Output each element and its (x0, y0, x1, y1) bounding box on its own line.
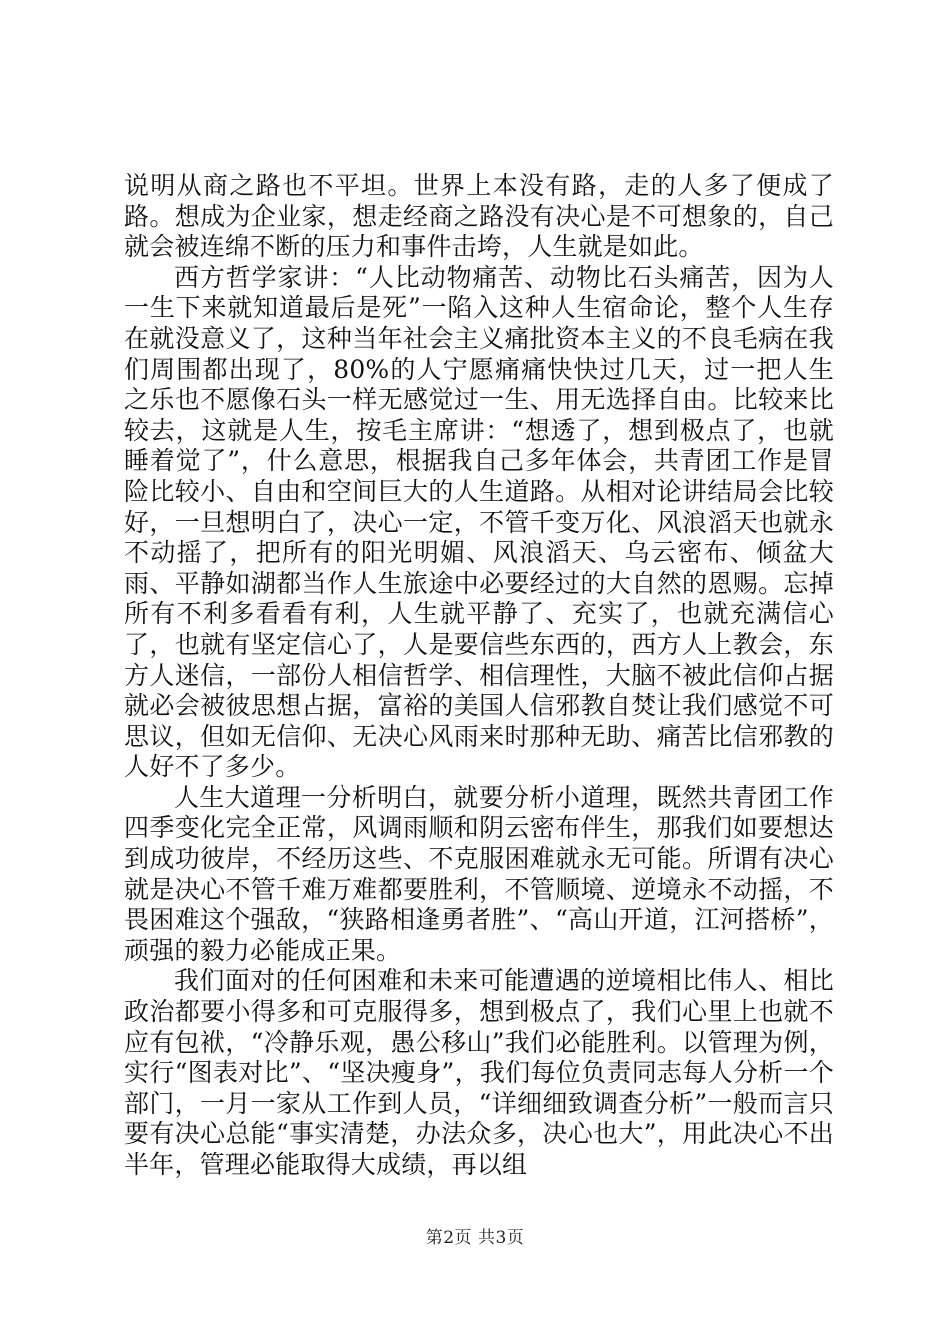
paragraph-3: 人生大道理一分析明白，就要分析小道理，既然共青团工作四季变化完全正常，风调雨顺和阴云密布伴生，那我们如要想达到成功彼岸，不经历这些、不克服困难就永无可能。所谓有决心就是决心不管千难万难都要胜利，不管顺境、逆境永不动摇，不畏困难这个强敌，“狭路相逢勇者胜”、“高山开道，江河搭桥”，顽强的毅力必能成正果。 (124, 782, 834, 965)
paragraph-1: 说明从商之路也不平坦。世界上本没有路，走的人多了便成了路。想成为企业家，想走经商之路没有决心是不可想象的，自己就会被连绵不断的压力和事件击垮，人生就是如此。 (124, 171, 834, 262)
paragraph-2: 西方哲学家讲：“人比动物痛苦、动物比石头痛苦，因为人一生下来就知道最后是死”一陷入这种人生宿命论，整个人生存在就没意义了，这种当年社会主义痛批资本主义的不良毛病在我们周围都出现了，80%的人宁愿痛痛快快过几天，过一把人生之乐也不愿像石头一样无感觉过一生、用无选择自由。比较来比较去，这就是人生，按毛主席讲：“想透了，想到极点了，也就睡着觉了”，什么意思，根据我自己多年体会，共青团工作是冒险比较小、自由和空间巨大的人生道路。从相对论讲结局会比较好，一旦想明白了，决心一定，不管千变万化、风浪滔天也就永不动摇了，把所有的阳光明媚、风浪滔天、乌云密布、倾盆大雨、平静如湖都当作人生旅途中必要经过的大自然的恩赐。忘掉所有不利多看看有利，人生就平静了、充实了，也就充满信心了，也就有坚定信心了，人是要信些东西的，西方人上教会，东方人迷信，一部份人相信哲学、相信理性，大脑不被此信仰占据就必会被彼思想占据，富裕的美国人信邪教自焚让我们感觉不可思议，但如无信仰、无决心风雨来时那种无助、痛苦比信邪教的人好不了多少。 (124, 262, 834, 782)
page-number-footer: 第2页 共3页 (425, 1228, 525, 1248)
paragraph-4: 我们面对的任何困难和未来可能遭遇的逆境相比伟人、相比政治都要小得多和可克服得多，想到极点了，我们心里上也就不应有包袱，“冷静乐观，愚公移山”我们必能胜利。以管理为例，实行“图表对比”、“坚决瘦身”，我们每位负责同志每人分析一个部门，一月一家从工作到人员，“详细细致调查分析”一般而言只要有决心总能“事实清楚，办法众多，决心也大”，用此决心不出半年，管理必能取得大成绩，再以组 (124, 966, 834, 1179)
document-body (124, 171, 834, 1181)
